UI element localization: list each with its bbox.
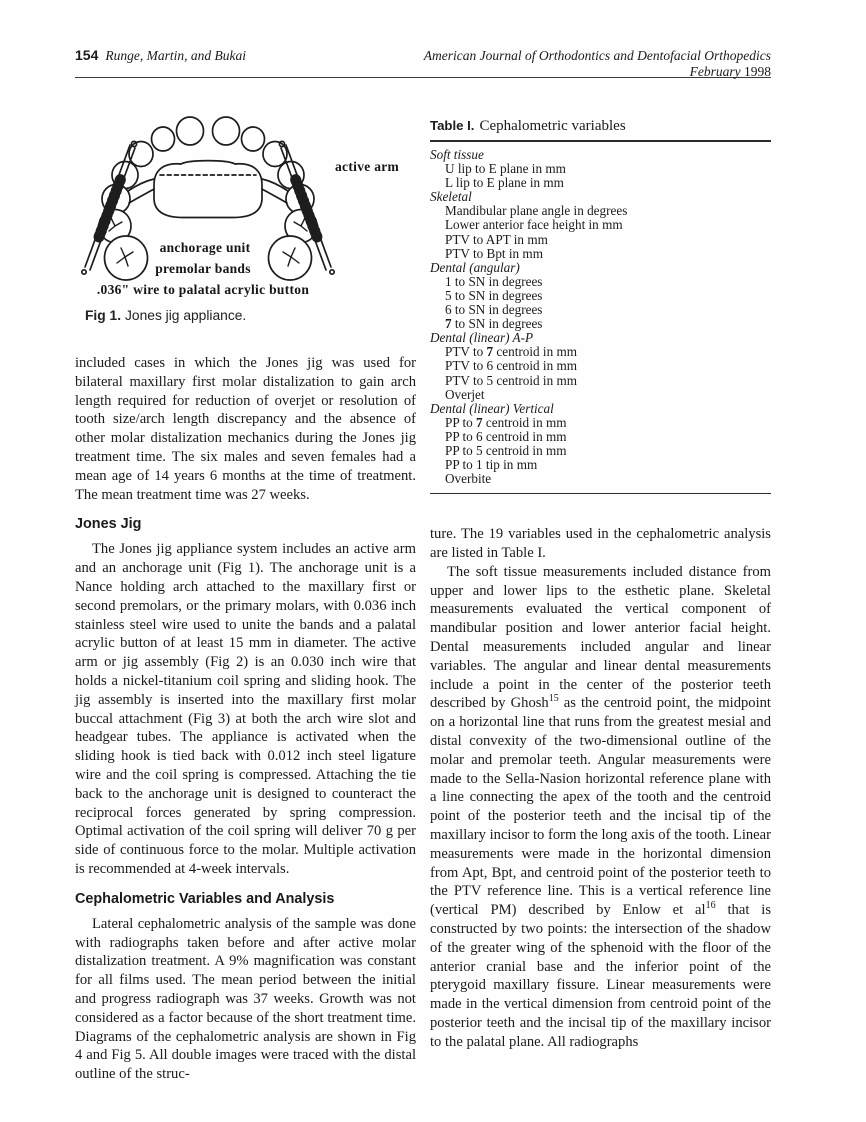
table-row-text-end: centroid in mm [482,414,567,430]
table-row [430,317,771,331]
section-heading-jones-jig: Jones Jig [75,516,142,533]
table-row [430,190,771,204]
page-number: 154 [75,47,99,63]
table-row-text-end: centroid in mm [493,344,577,360]
right-column [430,112,771,1084]
table-row-text: PTV to Bpt in mm [445,245,543,261]
table-row-text: Skeletal [430,189,472,205]
table-title [430,116,771,136]
table-row-text: 6 to SN in degrees [445,302,543,318]
journal-title: American Journal of Orthodontics and Dentofacial Orthopedics [423,48,771,63]
measurements-text-1: The soft tissue measurements included distance from upper and lower lips to the esthetic plane. Skeletal measurements evaluated the vertical component of mandibular position and lower anterior facial height. Dental measurements included angular and linear variables. The angular and linear dental measurements include a point in the center of the posterior teeth described by Ghosh [430,563,771,712]
two-column-body [75,112,771,1084]
table-row-text: PTV to APT in mm [445,231,548,247]
table-row [430,472,771,486]
table-row-text: PTV to 6 centroid in mm [445,358,577,374]
table-row-tooth-number: 7 [445,316,452,332]
running-head [75,48,771,80]
table-row-text: 5 to SN in degrees [445,287,543,303]
palatal-button [154,161,262,218]
table-row-text: Overbite [445,471,492,487]
figure-caption-label: Fig 1. [85,308,122,323]
table-row [430,176,771,190]
table-row-text: Dental (linear) A-P [430,330,534,346]
table-row-text: Mandibular plane angle in degrees [445,203,628,219]
header-rule [75,77,771,78]
reference-15: 15 [548,693,559,705]
table-row [430,374,771,388]
table-row [430,402,771,416]
table-row [430,247,771,261]
table-row-text-end: to SN in degrees [451,316,543,332]
table-row [430,148,771,162]
section-heading-cephalometric: Cephalometric Variables and Analysis [75,890,335,907]
jones-jig-diagram [75,115,416,303]
table-row-text: Dental (angular) [430,259,520,275]
running-head-right [424,48,771,80]
running-head-authors: Runge, Martin, and Bukai [105,48,246,63]
paragraph-variables-continued: ture. The 19 variables used in the cephalometric analysis are listed in Table I. [430,526,771,562]
right-column-text [430,525,771,1051]
table-row [430,303,771,317]
reference-16: 16 [705,900,716,912]
table-row-tooth-number: 7 [476,414,483,430]
table-row-tooth-number: 7 [486,344,494,360]
measurements-text-3: that is constructed by two points: the intersection of the shadow of the greater wing of the sphenoid with the floor of the anterior cranial base and the inferior point of the pterygoid maxillary fissure. Linear measurements were made in the vertical dimension from centroid point of the posterior teeth and the incisal tip of the maxillary incisor to the palatal plane. All radiographs [430,902,771,1050]
measurements-text-2: as the centroid point, the midpoint on a horizontal line that runs from the greatest mesial and distal convexity of the two-dimensional outline of the molar and premolar teeth. Angular measurements were made to the Sella-Nasion horizontal reference plane with a line connecting the apex of the tooth and the centroid point of the posterior teeth and the incisal tip of the maxillary incisor to form the long axis of the tooth. Linear measurements were made in the horizontal dimension from Apt, Bpt, and centroid point of the posterior teeth to the PTV reference line. This is a vertical reference line (vertical PM) described by Enlow et al [430,695,771,919]
table-row-text: Lower anterior face height in mm [445,217,623,233]
figure-caption [75,307,416,324]
table-row-text: Dental (linear) Vertical [430,400,554,416]
table-row [430,444,771,458]
table-rows [430,148,771,486]
paragraph-cephalometric: Lateral cephalometric analysis of the sample was done with radiographs taken before and after active molar distalization treatment. A 9% magnification was constant for all films used. The mean period between the initial and progress radiograph was 37 weeks. Growth was not considered as a factor because of the short treatment time. Diagrams of the cephalometric analysis are shown in Fig 4 and Fig 5. All double images were traced with the distal outline of the struc- [75,915,416,1083]
table-row-text: PP to 5 centroid in mm [445,442,567,458]
table-row-text: PP to [445,414,477,430]
table-row [430,416,771,430]
paragraph-measurements [430,563,771,1052]
table-row [430,162,771,176]
table-row [430,233,771,247]
table-title-text: Cephalometric variables [479,118,626,134]
table-1 [430,116,771,494]
figure-caption-text: Jones jig appliance. [125,308,247,323]
table-row-text: U lip to E plane in mm [445,161,566,177]
table-row-text: 1 to SN in degrees [445,273,543,289]
issue-year: 1998 [744,64,771,79]
table-row [430,204,771,218]
left-column [75,112,416,1084]
table-row [430,218,771,232]
table-row [430,430,771,444]
table-title-label: Table I. [430,118,475,133]
figure-1 [75,115,416,324]
table-row-text: PTV to 5 centroid in mm [445,372,577,388]
paragraph-jones-jig: The Jones jig appliance system includes an active arm and an anchorage unit (Fig 1). The anchorage unit is a Nance holding arch attached to the maxillary first or second premolars, or the primary molars, with 0.036 inch stainless steel wire used to unite the bands and a palatal acrylic button of at least 15 mm in diameter. The active arm or jig assembly (Fig 2) is an 0.030 inch wire that holds a nickel-titanium coil spring and sliding hook. The jig assembly is inserted into the maxillary first molar buccal attachment (Fig 3) at both the arch wire slot and headgear tubes. The appliance is activated when the sliding hook is tied back with 0.012 inch steel ligature wire and the coil spring is compressed. Attaching the tie back to the anchorage unit is designed to counteract the reciprocal forces generated by spring compression. Optimal activation of the coil spring will deliver 70 g per side of continuous force to the molar. Multiple activation is recommended at 4-week intervals. [75,541,416,877]
table-row-text: PP to 1 tip in mm [445,457,538,473]
issue-month: February [689,64,741,79]
table-row [430,275,771,289]
table-row [430,331,771,345]
label-active-arm: active arm [335,159,400,174]
running-head-left [75,48,246,63]
label-wire: .036" wire to palatal acrylic button [96,282,310,297]
table-row [430,359,771,373]
paragraph-methods-continued: included cases in which the Jones jig was used for bilateral maxillary first molar distalization to gain arch length required for reduction of overjet or resolution of tooth size/arch length discrepancy and the absence of other molar distalization mechanics during the Jones jig treatment time. The six males and seven females had a mean age of 14 years 6 months at the time of treatment. The mean treatment time was 27 weeks. [75,355,416,503]
label-anchorage-unit: anchorage unit [159,240,251,255]
table-row [430,458,771,472]
table-row [430,289,771,303]
table-row [430,261,771,275]
label-premolar-bands: premolar bands [155,261,251,276]
table-row [430,388,771,402]
table-rule-bottom [430,493,771,494]
table-row-text: PTV to [445,344,487,360]
table-row-text: Soft tissue [430,147,484,162]
table-row-text: PP to 6 centroid in mm [445,428,567,444]
table-row-text: L lip to E plane in mm [445,175,564,191]
table-rule-top [430,140,771,142]
table-row [430,345,771,359]
table-row-text: Overjet [445,386,485,402]
